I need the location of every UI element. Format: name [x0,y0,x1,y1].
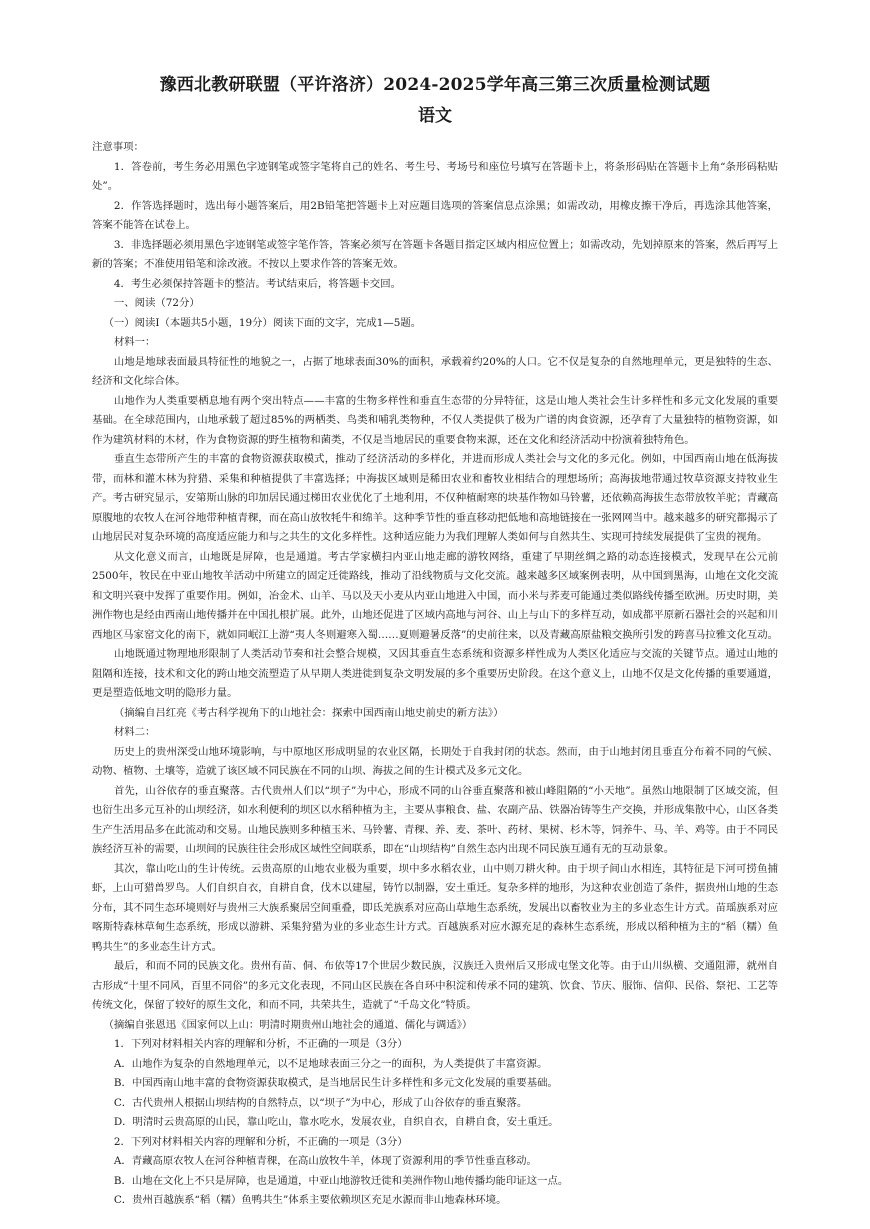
note-item: 3．非选择题必须用黑色字迹钢笔或签字笔作答，答案必须写在答题卡各题目指定区域内相应位置上；如需改动，先划掉原来的答案，然后再写上新的答案；不准使用铅笔和涂改液。不按以上要求作答的答案无效。 [92,238,778,270]
material-label: 材料一： [113,336,156,348]
paragraph: 最后，和而不同的民族文化。贵州有苗、侗、布依等17个世居少数民族，汉族迁入贵州后又形成屯堡文化等。由于山川纵横、交通阻滞，就州自古形成“十里不同风，百里不同俗”的多元文化表现，不同山区民族在各自环中积淀和传承不同的建筑、饮食、节庆、服饰、信仰、民俗、祭祀、工艺等传统文化，保留了较好的原生文化，和而不同，共荣共生，造就了“千岛文化”特质。 [92,960,779,1011]
question-option: B．山地在文化上不只是屏障，也是通道，中亚山地游牧迁徙和美洲作物山地传播均能印证这一点。 [113,1174,569,1187]
note-item: 4．考生必须保持答题卡的整洁。考试结束后，将答题卡交回。 [113,277,401,290]
subject-title: 语文 [418,106,452,126]
question-option: C．贵州百越族系“稻（糯）鱼鸭共生”体系主要依赖坝区充足水源而非山地森林环境。 [113,1194,507,1206]
paragraph: 山地既通过物理地形限制了人类活动节奏和社会整合规模，又因其垂直生态系统和资源多样性成为人类区化适应与交流的关键节点。通过山地的阻隔和连接，技术和文化的跨山地交流塑造了从早期人类进徙到复杂文明发展的多个重要历史阶段。在这个意义上，山地不仅是文化传播的重要通道，更是塑造低地文明的隐形力量。 [92,648,778,699]
subsection-heading: （一）阅读Ⅰ（本题共5小题，19分）阅读下面的文字，完成1—5题。 [103,316,422,329]
question-option: A．山地作为复杂的自然地理单元，以不足地球表面三分之一的面积，为人类提供了丰富资源。 [113,1057,548,1070]
question-stem: 1．下列对材料相关内容的理解和分析，不正确的一项是（3分） [113,1038,408,1050]
note-item: 1．答卷前，考生务必用黑色字迹钢笔或签字笔将自己的姓名、考生号、考场号和座位号填写在答题卡上，将条形码贴在答题卡上角“条形码粘贴处”。 [92,160,778,192]
page-title: 豫西北教研联盟（平许洛济）2024-2025学年高三第三次质量检测试题 [159,75,711,95]
paragraph: 垂直生态带所产生的丰富的食物资源获取模式，推动了经济活动的多样化，并进而形成人类社会与文化的多元化。例如，中国西南山地在低海拔带，而林和灌木林为狩猎、采集和种植提供了丰富选择；中海拔区域则是稀田农业和畜牧业相结合的理想场所；高海拔地带通过牧草资源支持牧业生产。考古研究显示，安第斯山脉的印加居民通过梯田农业优化了土地利用，不仅种植耐寒的块基作物如马铃薯，还依赖高海拔生态带放牧羊驼；青藏高原腹地的农牧人在河谷地带种植青稞，而在高山放牧牦牛和绵羊。这种季节性的垂直移动把低地和高地链接在一张网网当中。越来越多的研究都揭示了山地居民对复杂环境的高度适应能力和与之共生的文化多样性。这种适应能力为我们理解人类如何与自然共生、实现可持续发展提供了宝贵的视角。 [92,453,778,543]
paragraph: 从文化意义而言，山地既是屏障，也是通道。考古学家横扫内亚山地走廊的游牧网络，重建了早期丝绸之路的动态连接模式，发现早在公元前2500年，牧民在中亚山地牧羊活动中所建立的固定迁徙路线，推动了沿线物质与文化交流。越来越多区域案例表明，从中国到黑海，山地在文化交流和文明兴衰中发挥了重要作用。例如，冶金术、山羊、马以及天小麦从内亚山地进入中国，而小米与荞麦可能通过类似路线传播至欧洲。历史时期，美洲作物也是经由西南山地传播并在中国扎根扩展。此外，山地还促进了区域内高地与河谷、山上与山下的多样互动，如成都平原新石器社会的兴起和川西地区马家窑文化的南下，就如同岷江上游“夷人冬则避寒入蜀……夏则避暑反落”的史前往来，以及青藏高原盐粮交换所引发的跨喜马拉雅文化互动。 [92,550,779,641]
paragraph: 历史上的贵州深受山地环境影响，与中原地区形成明显的农业区隔，长期处于自我封闭的状态。然而，由于山地封闭且垂直分布着不同的气候、动物、植物、土壤等，造就了该区域不同民族在不同的山坝、海拔之间的生计模式及多元文化。 [92,745,778,777]
note-item: 2．作答选择题时，选出每小题答案后，用2B铅笔把答题卡上对应题目选项的答案信息点涂黑；如需改动，用橡皮擦干净后，再选涂其他答案，答案不能答在试卷上。 [92,199,778,231]
material-label: 材料二： [113,726,156,738]
notes-heading: 注意事项： [92,141,144,153]
question-stem: 2．下列对材料相关内容的理解和分析，不正确的一项是（3分） [113,1135,408,1148]
question-option: D．明清时云贵高原的山民，靠山吃山，靠水吃水，发展农业，自织自衣，自耕自食，安土重迁。 [113,1116,559,1128]
section-heading: 一、阅读（72分） [113,297,200,309]
source-citation: （摘编自吕红亮《考古科学视角下的山地社会：探索中国西南山地史前史的新方法》） [113,706,504,719]
question-option: C．古代贵州人根据山坝结构的自然特点，以“坝子”为中心，形成了山谷依存的垂直聚落。 [113,1096,528,1109]
paragraph: 其次，靠山吃山的生计传统。云贵高原的山地农业极为重要，坝中多水稻农业，山中则刀耕火种。由于坝子间山水相连，其特征是下河可捞鱼捕虾，上山可猎兽罗鸟。人们自织自衣，自耕自食，伐木以建屋，铸竹以制器，安土重迁。复杂多样的地形，为这种农业创造了条件，据贵州山地的生态分布，其不同生态环境则好与贵州三大族系聚居空间重叠，即氐羌族系对应高山草地生态系统，发展出以畜牧业为主的多业态生计方式。苗瑶族系对应喀斯特森林草甸生态系统，形成以游耕、采集狩猎为业的多业态生计方式。百越族系对应水源充足的森林生态系统，形成以稻种植为主的“稻（糯）鱼鸭共生”的多业态生计方式。 [92,862,778,953]
paragraph: 山地作为人类重要栖息地有两个突出特点——丰富的生物多样性和垂直生态带的分异特征，这是山地人类社会生计多样性和多元文化发展的重要基础。在全球范围内，山地承载了超过85%的两栖类、鸟类和哺乳类物种，不仅人类提供了极为广谱的肉食资源，还孕育了大量独特的植物资源，如作为建筑材料的木材，作为食物资源的野生植物和菌类，不仅是当地居民的重要食物来源，还在文化和经济活动中扮演着独特角色。 [92,394,778,446]
source-citation: （摘编自张恩迅《国家何以上山：明清时期贵州山地社会的通道、儒化与调适》） [103,1018,473,1031]
question-option: A．青藏高原农牧人在河谷种植青稞，在高山放牧牛羊，体现了资源利用的季节性垂直移动。 [113,1155,537,1167]
question-option: B．中国西南山地丰富的食物资源获取模式，是当地居民生计多样性和多元文化发展的重要基础。 [113,1077,558,1089]
paragraph: 首先，山谷依存的垂直聚落。古代贵州人们以“坝子”为中心，形成不同的山谷垂直聚落和被山峰阻隔的“小天地”。虽然山地限制了区域交流，但也衍生出多元互补的山坝经济，如水利便利的坝区以水稻种植为主，主要从事粮食、盐、农副产品、铁器冶铸等生产交换，并形成集散中心，山区各类生产生活用品多在此流动和交易。山地民族则多种植玉米、马铃薯、青稞、养、麦、茶叶、药材、果树、杉木等，饲养牛、马、羊、鸡等。由于不同民族经济互补的需要，山坝间的民族往往会形成区域性空间联系，即在“山坝结构”自然生态内出现不同民族互通有无的互动景象。 [92,784,778,855]
paragraph: 山地是地球表面最具特征性的地貌之一，占据了地球表面30%的面积，承载着约20%的人口。它不仅是复杂的自然地理单元，更是独特的生态、经济和文化综合体。 [92,355,778,387]
